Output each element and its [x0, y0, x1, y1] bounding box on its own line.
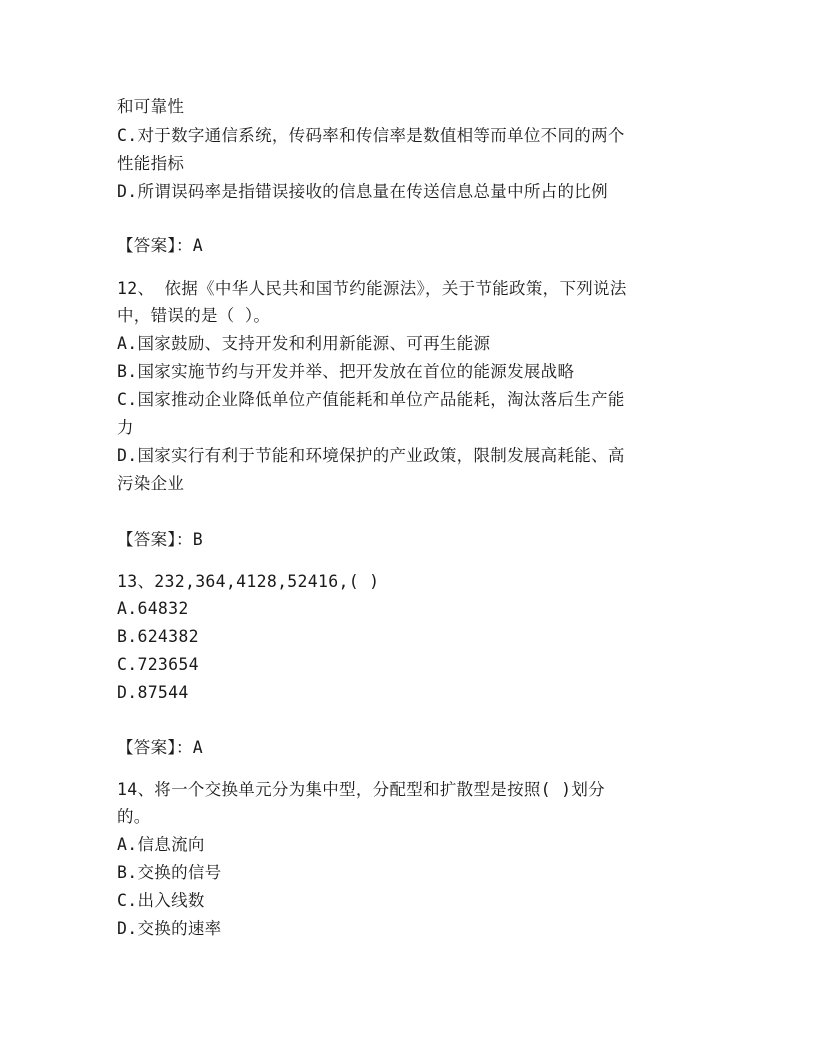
q13-option-c: C.723654	[117, 655, 199, 674]
q13-answer: 【答案】：A	[117, 738, 203, 757]
q13-stem: 13、232,364,4128,52416,( )	[117, 572, 380, 591]
q11-answer: 【答案】：A	[117, 236, 203, 255]
q12-option-c: C.国家推动企业降低单位产值能耗和单位产品能耗，淘汰落后生产能	[117, 390, 625, 409]
q12-stem-line-2: 中，错误的是（ ）。	[117, 306, 271, 325]
q13-option-b: B.624382	[117, 627, 199, 646]
q14-stem-line-2: 的。	[117, 807, 151, 826]
q11-option-c-continuation: 性能指标	[117, 154, 185, 173]
q12-stem-line-1: 12、 依据《中华人民共和国节约能源法》，关于节能政策，下列说法	[117, 279, 627, 298]
q14-option-b: B.交换的信号	[117, 863, 222, 882]
q14-option-d: D.交换的速率	[117, 919, 222, 938]
q11-option-d: D.所谓误码率是指错误接收的信息量在传送信息总量中所占的比例	[117, 182, 608, 201]
q13-option-d: D.87544	[117, 683, 189, 702]
q14-option-a: A.信息流向	[117, 835, 205, 854]
q13-option-a: A.64832	[117, 599, 189, 618]
q12-option-d-continuation: 污染企业	[117, 474, 185, 493]
q12-answer: 【答案】：B	[117, 530, 203, 549]
q12-option-d: D.国家实行有利于节能和环境保护的产业政策，限制发展高耗能、高	[117, 446, 625, 465]
q12-option-b: B.国家实施节约与开发并举、把开发放在首位的能源发展战略	[117, 362, 575, 381]
q14-option-c: C.出入线数	[117, 891, 205, 910]
q11-option-b-continuation: 和可靠性	[117, 97, 185, 116]
q12-option-a: A.国家鼓励、支持开发和利用新能源、可再生能源	[117, 334, 491, 353]
q12-option-c-continuation: 力	[117, 418, 134, 437]
q14-stem-line-1: 14、将一个交换单元分为集中型，分配型和扩散型是按照( )划分	[117, 780, 605, 799]
q11-option-c: C.对于数字通信系统，传码率和传信率是数值相等而单位不同的两个	[117, 126, 625, 145]
